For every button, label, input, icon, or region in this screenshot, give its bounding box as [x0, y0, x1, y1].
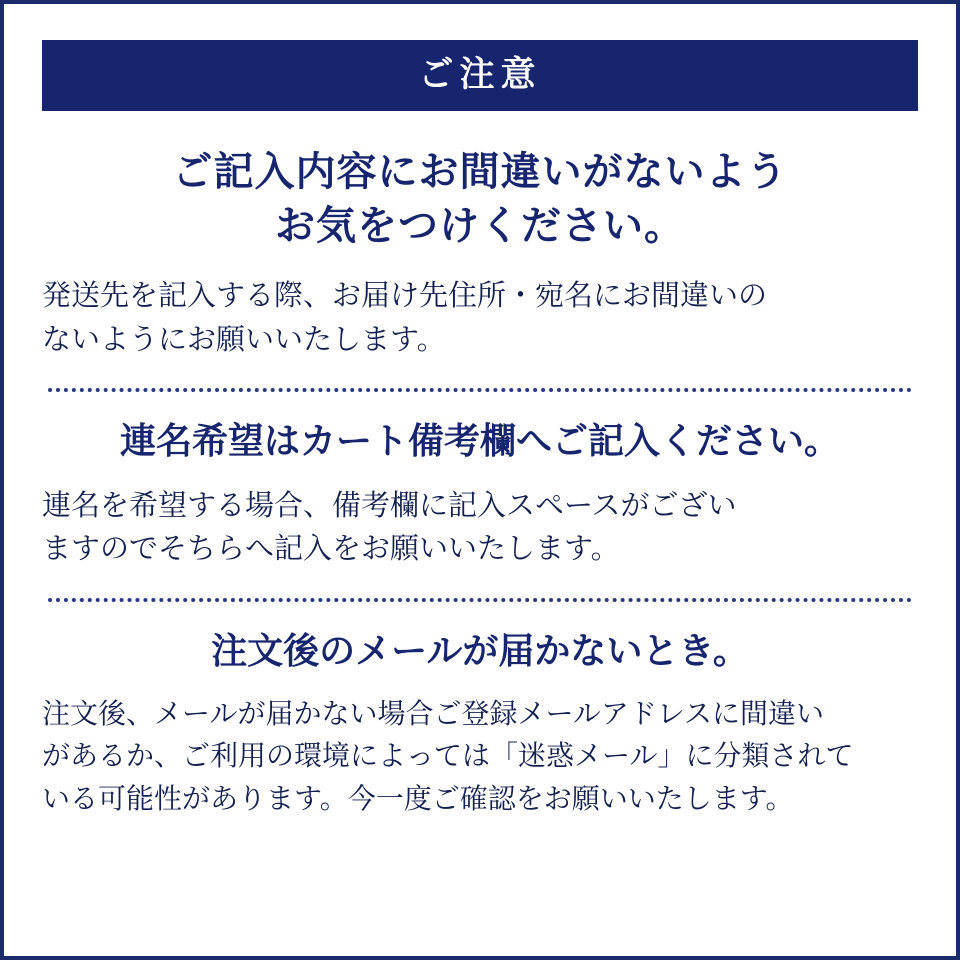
body-line: ますのでそちらへ記入をお願いいたします。	[42, 533, 620, 566]
body-line: 注文後、メールが届かない場合ご登録メールアドレスに間違い	[42, 697, 825, 729]
notice-banner-title: ご注意	[42, 40, 918, 111]
section-headline	[42, 418, 918, 465]
section-body	[42, 693, 918, 821]
section-divider	[48, 598, 912, 602]
section-headline	[42, 628, 918, 675]
notice-content	[4, 4, 956, 956]
section-body	[42, 485, 918, 572]
notice-section-joint-name	[42, 418, 918, 572]
body-line: があるか、ご利用の環境によっては「迷惑メール」に分類されて	[42, 740, 854, 772]
notice-section-email	[42, 628, 918, 820]
body-line: いる可能性があります。今一度ご確認をお願いいたします。	[42, 782, 794, 814]
section-body	[42, 275, 918, 362]
body-line: ないようにお願いいたします。	[42, 323, 446, 356]
notice-section-address	[42, 145, 918, 362]
headline-line: お気をつけください。	[275, 204, 685, 248]
headline-line: 連名希望はカート備考欄へご記入ください。	[119, 420, 840, 461]
headline-line: 注文後のメールが届かないとき。	[211, 629, 749, 671]
body-line: 発送先を記入する際、お届け先住所・宛名にお間違いの	[42, 280, 768, 312]
headline-line: ご記入内容にお間違いがないよう	[172, 150, 788, 194]
section-divider	[48, 388, 912, 392]
body-line: 連名を希望する場合、備考欄に記入スペースがござい	[42, 489, 737, 522]
section-headline	[42, 145, 918, 253]
